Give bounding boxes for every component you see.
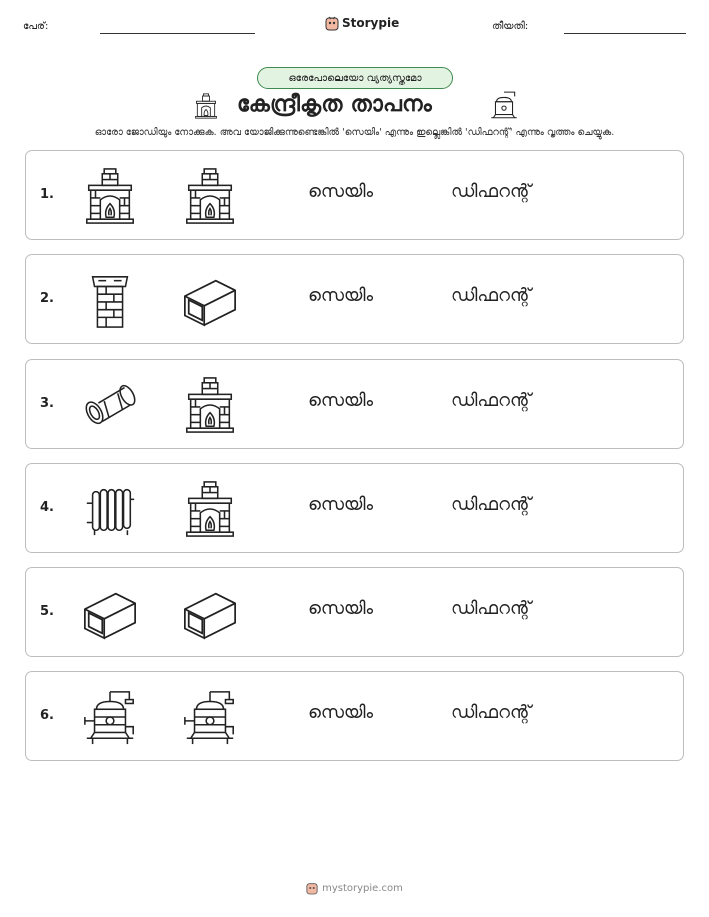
fireplace-icon bbox=[181, 376, 239, 434]
page-title: കേന്ദ്രീകൃത താപനം bbox=[237, 92, 433, 117]
question-row bbox=[25, 671, 684, 761]
duct-icon bbox=[181, 584, 239, 642]
option-different[interactable]: ഡിഫറന്റ് bbox=[451, 181, 532, 202]
brand-logo bbox=[325, 15, 399, 31]
question-number: 4. bbox=[40, 500, 54, 515]
question-row bbox=[25, 567, 684, 657]
date-label: തീയതി: bbox=[492, 21, 529, 32]
boiler-icon bbox=[81, 688, 139, 746]
option-different[interactable]: ഡിഫറന്റ് bbox=[451, 598, 532, 619]
option-same[interactable]: സെയിം bbox=[308, 390, 374, 411]
footer-url: mystorypie.com bbox=[322, 882, 403, 894]
option-different[interactable]: ഡിഫറന്റ് bbox=[451, 285, 532, 306]
fireplace-icon bbox=[81, 167, 139, 225]
brand-name: Storypie bbox=[342, 16, 400, 30]
title-row bbox=[0, 90, 709, 124]
question-row bbox=[25, 463, 684, 553]
footer bbox=[0, 881, 709, 895]
option-same[interactable]: സെയിം bbox=[308, 702, 374, 723]
duct-icon bbox=[181, 271, 239, 329]
question-number: 3. bbox=[40, 396, 54, 411]
option-different[interactable]: ഡിഫറന്റ് bbox=[451, 390, 532, 411]
fireplace-icon bbox=[181, 167, 239, 225]
date-write-line[interactable] bbox=[564, 33, 686, 34]
chimney-icon bbox=[81, 271, 139, 329]
storypie-logo-icon bbox=[325, 15, 339, 31]
pipe-icon bbox=[81, 376, 139, 434]
fireplace-icon bbox=[181, 480, 239, 538]
question-row bbox=[25, 150, 684, 240]
radiator-icon bbox=[81, 480, 139, 538]
boiler-icon bbox=[488, 90, 520, 122]
question-row bbox=[25, 254, 684, 344]
question-number: 2. bbox=[40, 291, 54, 306]
instructions: ഓരോ ജോഡിയും നോക്കുക. അവ യോജിക്കുന്നുണ്ടെങ്കിൽ 'സെയിം' എന്നും ഇല്ലെങ്കിൽ 'ഡിഫറന്റ്' എന്നും വൃത്തം ചെയ്യുക. bbox=[94, 127, 615, 138]
option-same[interactable]: സെയിം bbox=[308, 285, 374, 306]
storypie-logo-icon bbox=[306, 881, 318, 895]
option-same[interactable]: സെയിം bbox=[308, 181, 374, 202]
worksheet-header bbox=[0, 14, 709, 40]
worksheet-type-badge: ഒരേപോലെയോ വ്യത്യസ്തമോ bbox=[257, 67, 453, 89]
boiler-icon bbox=[181, 688, 239, 746]
option-same[interactable]: സെയിം bbox=[308, 494, 374, 515]
option-same[interactable]: സെയിം bbox=[308, 598, 374, 619]
name-label: പേര്: bbox=[23, 21, 49, 32]
duct-icon bbox=[81, 584, 139, 642]
option-different[interactable]: ഡിഫറന്റ് bbox=[451, 702, 532, 723]
question-number: 5. bbox=[40, 604, 54, 619]
fireplace-icon bbox=[193, 90, 219, 122]
question-number: 1. bbox=[40, 187, 54, 202]
name-write-line[interactable] bbox=[100, 33, 255, 34]
question-row bbox=[25, 359, 684, 449]
option-different[interactable]: ഡിഫറന്റ് bbox=[451, 494, 532, 515]
question-number: 6. bbox=[40, 708, 54, 723]
